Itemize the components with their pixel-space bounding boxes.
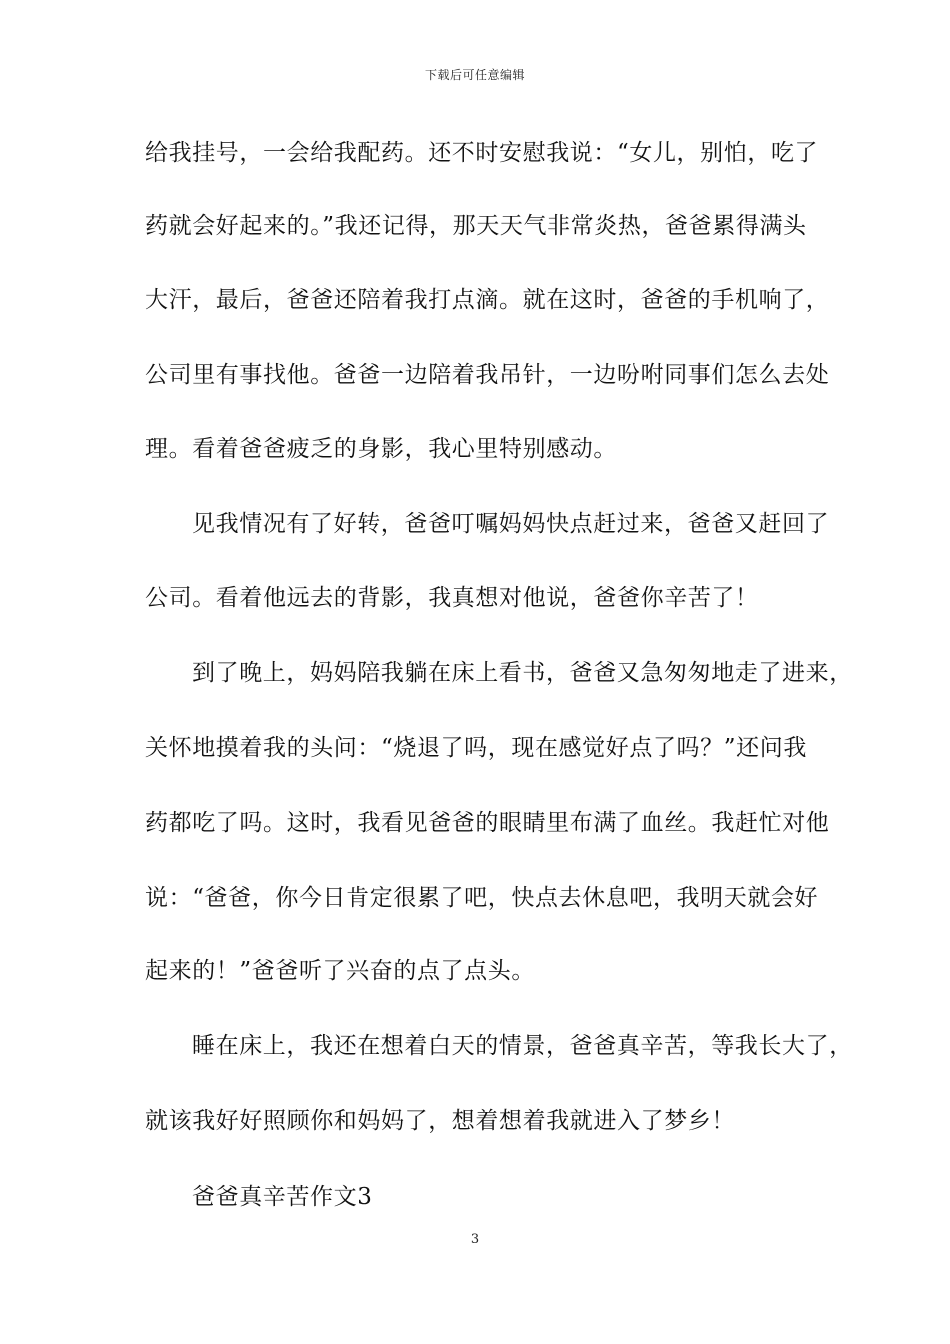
body-line-6: 见我情况有了好转，爸爸叮嘱妈妈快点赶过来，爸爸又赶回了 [192, 511, 830, 537]
page-header: 下载后可任意编辑 [424, 68, 525, 82]
body-line-5: 理。看着爸爸疲乏的身影，我心里特别感动。 [145, 436, 617, 462]
body-line-2: 药就会好起来的。”我还记得，那天天气非常炎热，爸爸累得满头 [145, 213, 807, 239]
body-line-9: 关怀地摸着我的头问：“烧退了吗，现在感觉好点了吗？”还问我 [145, 735, 807, 761]
body-line-7: 公司。看着他远去的背影，我真想对他说，爸爸你辛苦了！ [145, 585, 759, 611]
body-line-10: 药都吃了吗。这时，我看见爸爸的眼睛里布满了血丝。我赶忙对他 [145, 810, 830, 836]
body-line-11: 说：“爸爸，你今日肯定很累了吧，快点去休息吧，我明天就会好 [145, 885, 819, 911]
page-number: 3 [470, 1232, 480, 1247]
body-line-3: 大汗，最后，爸爸还陪着我打点滴。就在这时，爸爸的手机响了， [145, 287, 830, 313]
body-line-14: 就该我好好照顾你和妈妈了，想着想着我就进入了梦乡！ [145, 1108, 735, 1134]
body-line-1: 给我挂号，一会给我配药。还不时安慰我说：“女儿，别怕，吃了 [145, 140, 819, 166]
body-line-4: 公司里有事找他。爸爸一边陪着我吊针，一边吩咐同事们怎么去处 [145, 362, 830, 388]
section-title: 爸爸真辛苦作文3 [192, 1184, 373, 1210]
body-line-13: 睡在床上，我还在想着白天的情景，爸爸真辛苦，等我长大了， [192, 1033, 853, 1059]
body-line-8: 到了晚上，妈妈陪我躺在床上看书，爸爸又急匆匆地走了进来， [192, 660, 853, 686]
body-line-12: 起来的！”爸爸听了兴奋的点了点头。 [145, 958, 535, 984]
